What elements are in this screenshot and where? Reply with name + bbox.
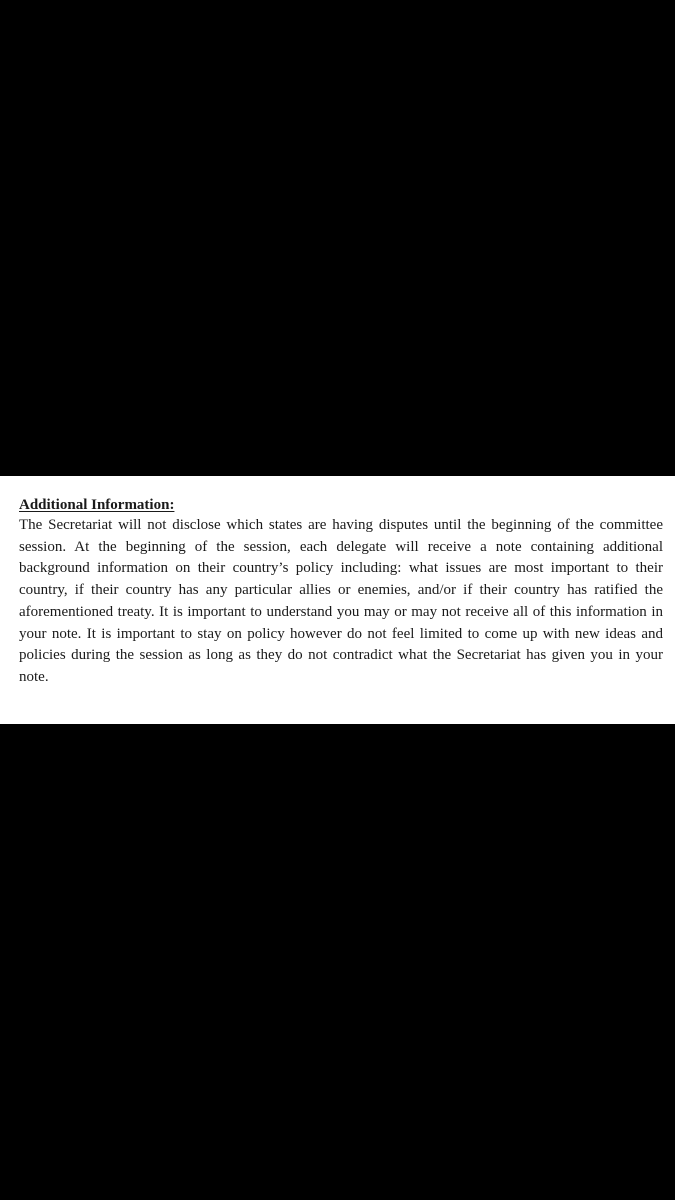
document-excerpt bbox=[0, 476, 675, 724]
section-body-paragraph: The Secretariat will not disclose which states are having disputes until the beginning of the committee session. At the beginning of the session, each delegate will receive a note containing additional background information on their country’s policy including: what issues are most important to their country, if their country has any particular allies or enemies, and/or if their country has ratified the aforementioned treaty. It is important to understand you may or may not receive all of this information in your note. It is important to stay on policy however do not feel limited to come up with new ideas and policies during the session as long as they do not contradict what the Secretariat has given you in your note. bbox=[19, 517, 663, 685]
section-heading: Additional Information: bbox=[19, 497, 175, 513]
